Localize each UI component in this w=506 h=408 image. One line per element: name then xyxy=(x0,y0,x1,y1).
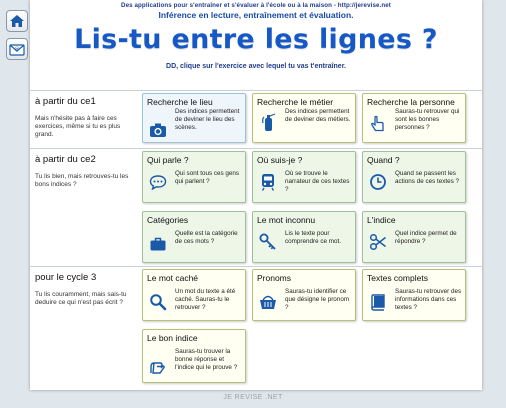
fire-extinguisher-icon xyxy=(258,112,278,132)
card-quand[interactable] xyxy=(362,151,466,203)
main-panel xyxy=(30,0,482,390)
card-title: Catégories xyxy=(147,215,189,225)
level-info xyxy=(35,272,139,307)
site-tagline[interactable]: Des applications pour s'entraîner et s'évaluer à l'école ou à la maison - http://jerevise.net xyxy=(121,2,391,9)
level-cycle3 xyxy=(30,266,482,386)
card-description: Où se trouve le narrateur de ces textes ? xyxy=(285,170,350,193)
card-description: Qui sont tous ces gens qui parlent ? xyxy=(175,170,240,185)
level-ce1 xyxy=(30,90,482,148)
svg-text:@: @ xyxy=(14,46,20,53)
card-description: Quelle est la catégorie de ces mots ? xyxy=(175,230,238,245)
speech-bubble-icon xyxy=(148,172,168,192)
page-subtitle: Inférence en lecture, entraînement et évaluation. xyxy=(158,10,354,20)
card-qui-parle[interactable] xyxy=(142,151,246,203)
card-textes-complets[interactable] xyxy=(362,269,466,321)
level-description: Mais n'hésite pas à faire ces exercices, même si tu es plus grand. xyxy=(35,115,121,139)
level-description: Tu lis bien, mais retrouves-tu les bons indices ? xyxy=(35,173,129,189)
level-info xyxy=(35,154,139,189)
level-title: pour le cycle 3 xyxy=(35,272,97,283)
key-icon xyxy=(258,232,278,252)
page-title: Lis-tu entre les lignes ? xyxy=(74,24,438,55)
level-title: à partir du ce2 xyxy=(35,154,96,165)
card-description: Sauras-tu retrouver des informations dans ces textes ? xyxy=(395,288,462,311)
card-bon-indice[interactable] xyxy=(142,329,246,383)
card-mot-cache[interactable] xyxy=(142,269,246,321)
card-recherche-metier[interactable] xyxy=(252,93,356,143)
side-buttons xyxy=(6,10,28,66)
card-title: Recherche le métier xyxy=(257,97,334,107)
card-description: Un mot du texte a été caché. Sauras-tu le retrouver ? xyxy=(175,288,236,311)
instruction-text: DD, clique sur l'exercice avec lequel tu vas t'entraîner. xyxy=(166,63,346,70)
email-icon xyxy=(9,42,25,56)
card-title: Pronoms xyxy=(257,273,292,283)
card-categories[interactable] xyxy=(142,211,246,263)
card-title: Recherche le lieu xyxy=(147,97,213,107)
scissors-icon xyxy=(368,232,388,252)
card-mot-inconnu[interactable] xyxy=(252,211,356,263)
card-description: Lis le texte pour comprendre ce mot. xyxy=(285,230,341,245)
train-icon xyxy=(258,172,278,192)
card-title: Textes complets xyxy=(367,273,428,283)
site-footer[interactable]: JE REVISE .NET xyxy=(223,394,283,401)
email-button[interactable] xyxy=(6,38,28,60)
card-title: Le mot inconnu xyxy=(257,215,316,225)
card-title: Le mot caché xyxy=(147,273,199,283)
hand-icon xyxy=(148,356,168,376)
card-title: L'indice xyxy=(367,215,396,225)
camera-icon xyxy=(148,120,168,140)
basket-icon xyxy=(258,292,278,312)
card-description: Quand se passent les actions de ces textes ? xyxy=(395,170,460,185)
card-ou-suis-je[interactable] xyxy=(252,151,356,203)
card-description: Sauras-tu trouver la bonne réponse et l'indice qui le prouve ? xyxy=(175,348,238,371)
level-info xyxy=(35,96,139,139)
pointing-hand-icon xyxy=(368,114,388,134)
card-title: Quand ? xyxy=(367,155,400,165)
card-description: Quel indice permet de répondre ? xyxy=(395,230,457,245)
card-recherche-lieu[interactable] xyxy=(142,93,246,143)
magnifier-icon xyxy=(148,292,168,312)
exercise-levels xyxy=(30,90,482,386)
level-description: Tu lis couramment, mais sais-tu deduire ce qui n'est pas écrit ? xyxy=(35,291,127,307)
home-icon xyxy=(9,14,25,28)
card-description: Sauras-tu identifier ce que désigne le pronom ? xyxy=(285,288,350,311)
card-description: Sauras-tu retrouver qui sont les bonnes personnes ? xyxy=(395,108,460,131)
card-description: Des indices permettent de deviner le lieu des scènes. xyxy=(175,108,240,131)
level-title: à partir du ce1 xyxy=(35,96,96,107)
book-icon xyxy=(368,292,388,312)
card-description: Des indices permettent de deviner des métiers. xyxy=(285,108,351,123)
card-title: Le bon indice xyxy=(147,333,198,343)
card-title: Recherche la personne xyxy=(367,97,455,107)
card-recherche-personne[interactable] xyxy=(362,93,466,143)
briefcase-icon xyxy=(148,234,168,254)
card-title: Qui parle ? xyxy=(147,155,189,165)
home-button[interactable] xyxy=(6,10,28,32)
card-indice[interactable] xyxy=(362,211,466,263)
card-title: Où suis-je ? xyxy=(257,155,303,165)
card-pronoms[interactable] xyxy=(252,269,356,321)
level-ce2 xyxy=(30,148,482,266)
clock-icon xyxy=(368,172,388,192)
